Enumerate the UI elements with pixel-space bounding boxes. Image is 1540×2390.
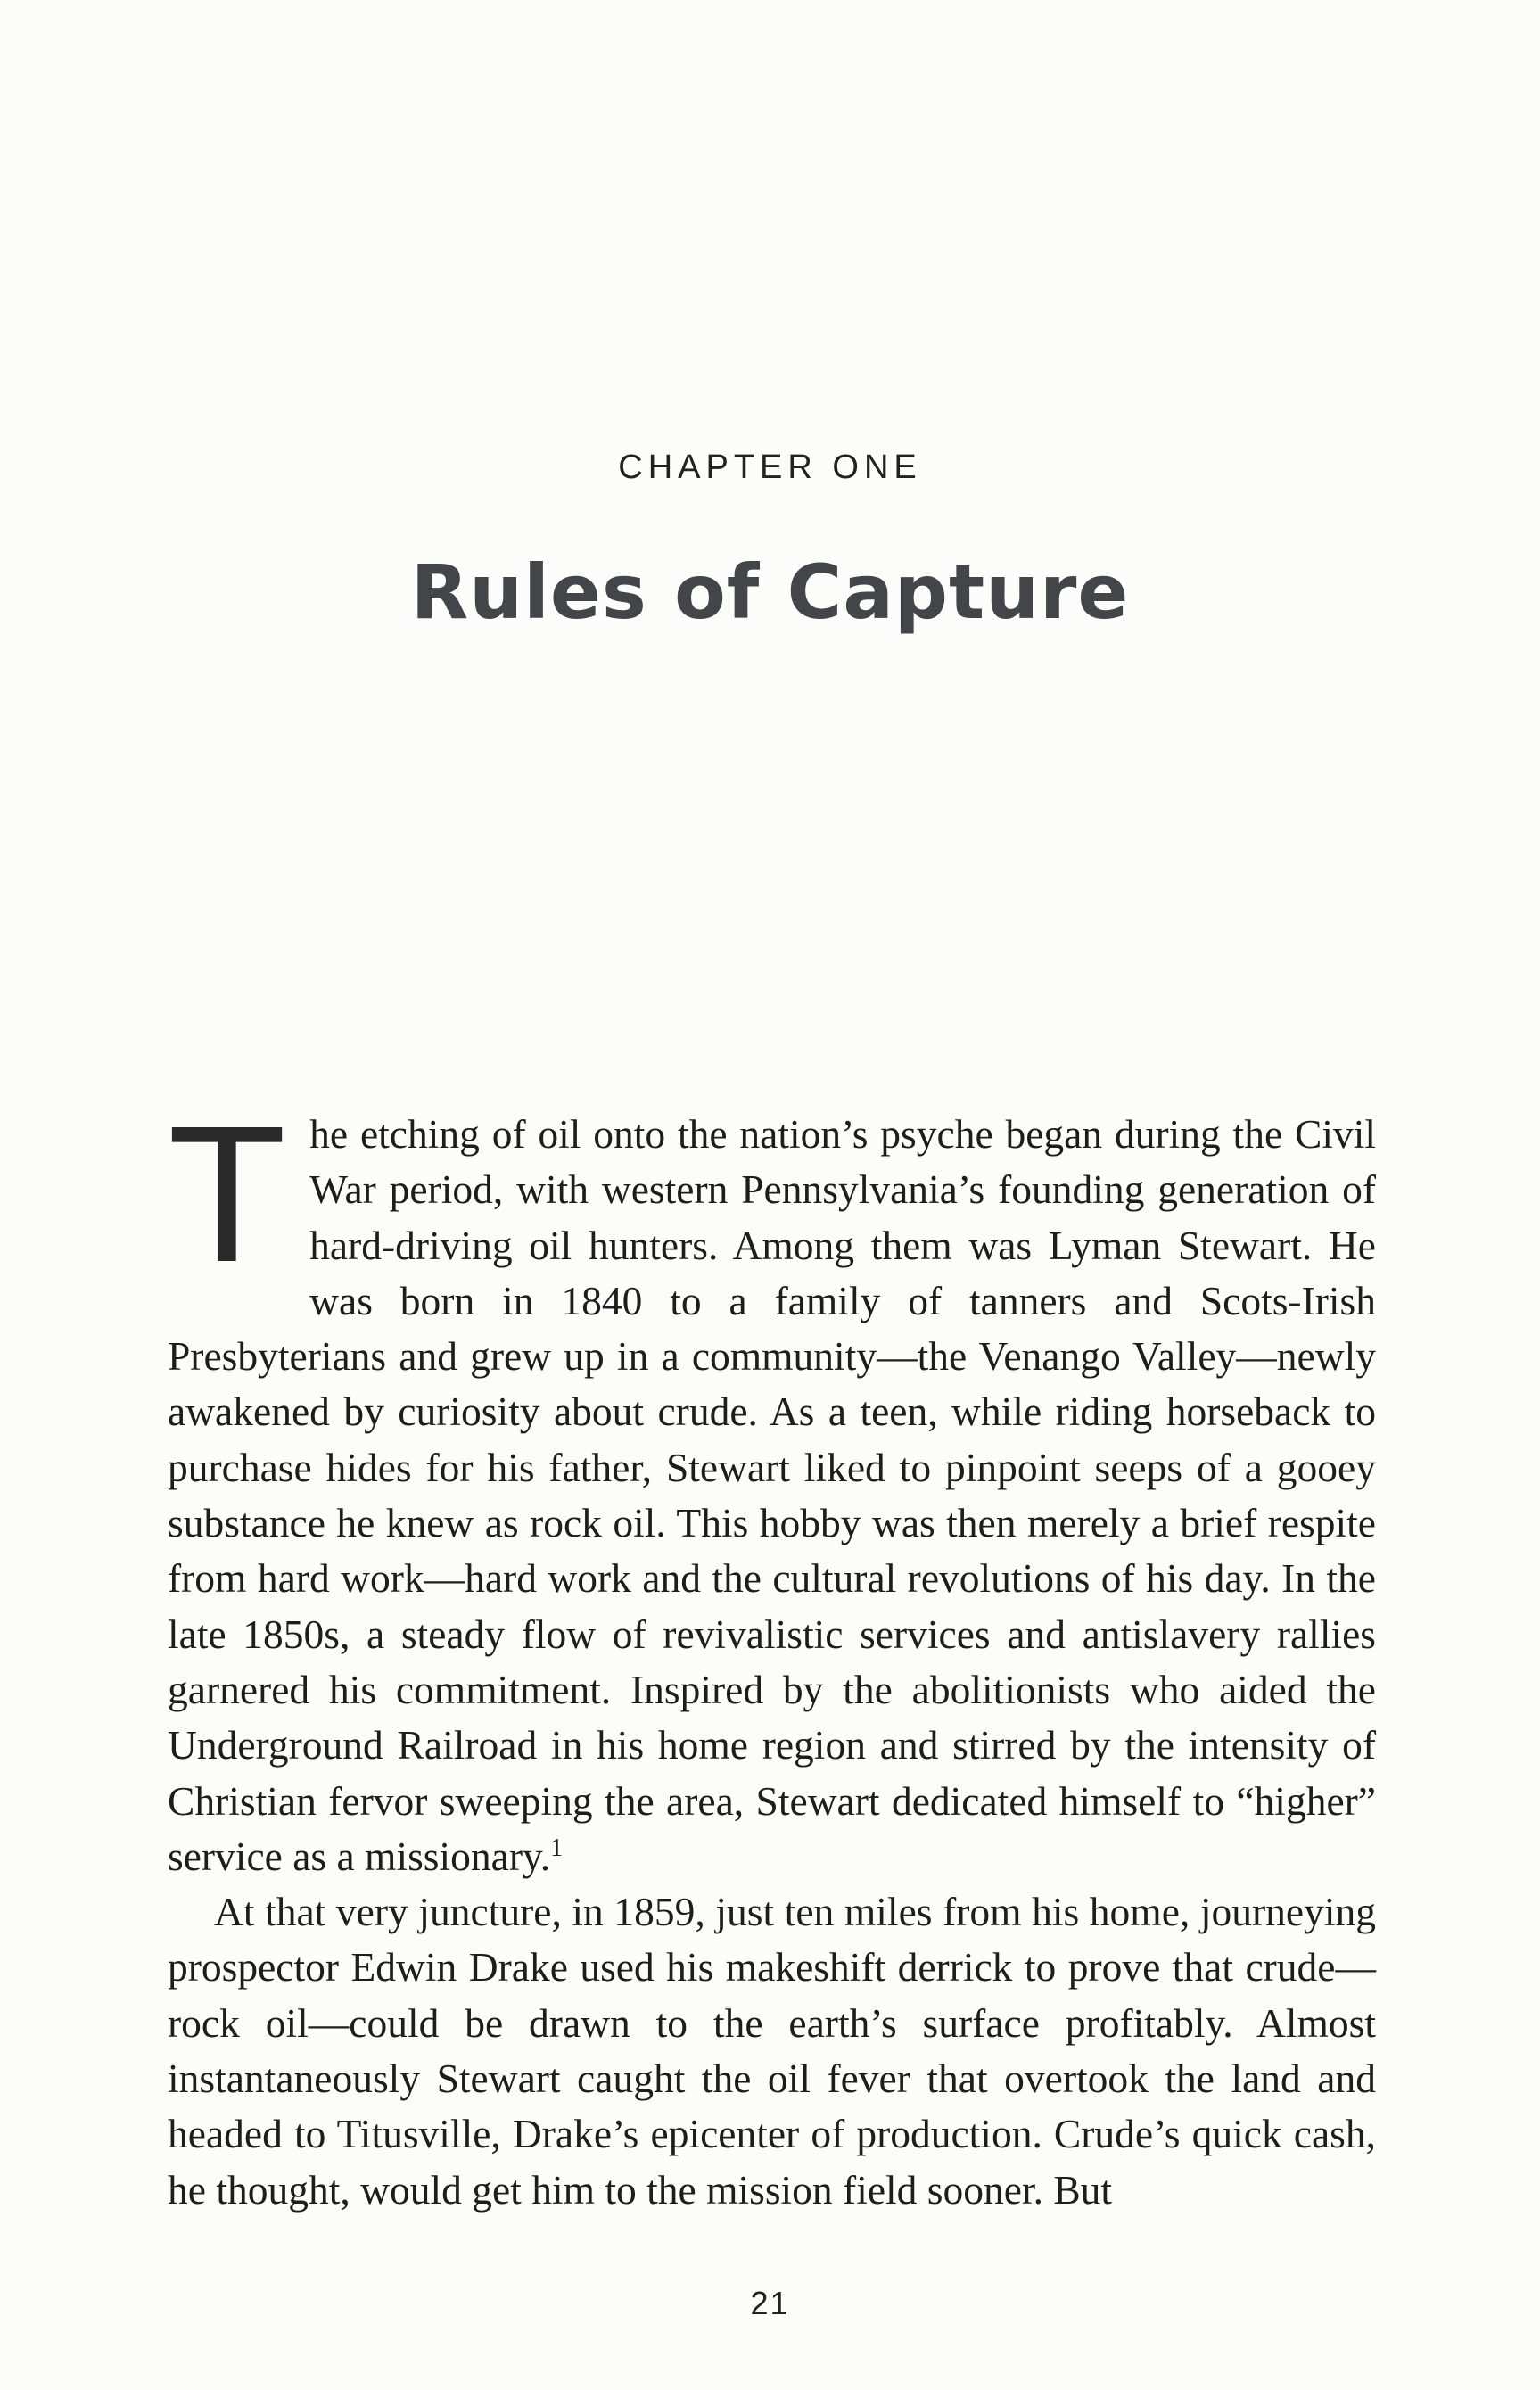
chapter-title: Rules of Capture bbox=[410, 548, 1130, 636]
paragraph-1 bbox=[168, 1086, 1376, 1884]
paragraph-1-text: he etching of oil onto the nation’s psyche began during the Civil War period, with western Pennsylvania’s founding generation of hard-driving oil hunters. Among them was Lyman Stewart. He was born in 1840 to a family of tanners and Scots-Irish Presbyterians and grew up in a community—the Venango Valley—newly awakened by curiosity about crude. As a teen, while riding horseback to purchase hides for his father, Stewart liked to pinpoint seeps of a gooey substance he knew as rock oil. This hobby was then merely a brief respite from hard work—hard work and the cultural revolutions of his day. In the late 1850s, a steady flow of revivalistic services and antislavery rallies garnered his commitment. Inspired by the abolitionists who aided the Underground Railroad in his home region and stirred by the intensity of Christian fervor sweeping the area, Stewart dedicated himself to “higher” service as a missionary. bbox=[168, 1111, 1376, 1879]
page-number: 21 bbox=[750, 2285, 790, 2321]
paragraph-2: At that very juncture, in 1859, just ten miles from his home, journeying prospector Edwin Drake used his makeshift derrick to prove that crude—rock oil—could be drawn to the earth’s surface profitably. Almost instantaneously Stewart caught the oil fever that overtook the land and headed to Titusville, Drake’s epicenter of production. Crude’s quick cash, he thought, would get him to the mission field sooner. But bbox=[168, 1889, 1376, 2213]
chapter-label: CHAPTER ONE bbox=[618, 449, 922, 486]
footnote-reference: 1 bbox=[550, 1834, 564, 1862]
body-text bbox=[168, 1086, 1376, 2218]
drop-cap: T bbox=[168, 1086, 287, 1303]
